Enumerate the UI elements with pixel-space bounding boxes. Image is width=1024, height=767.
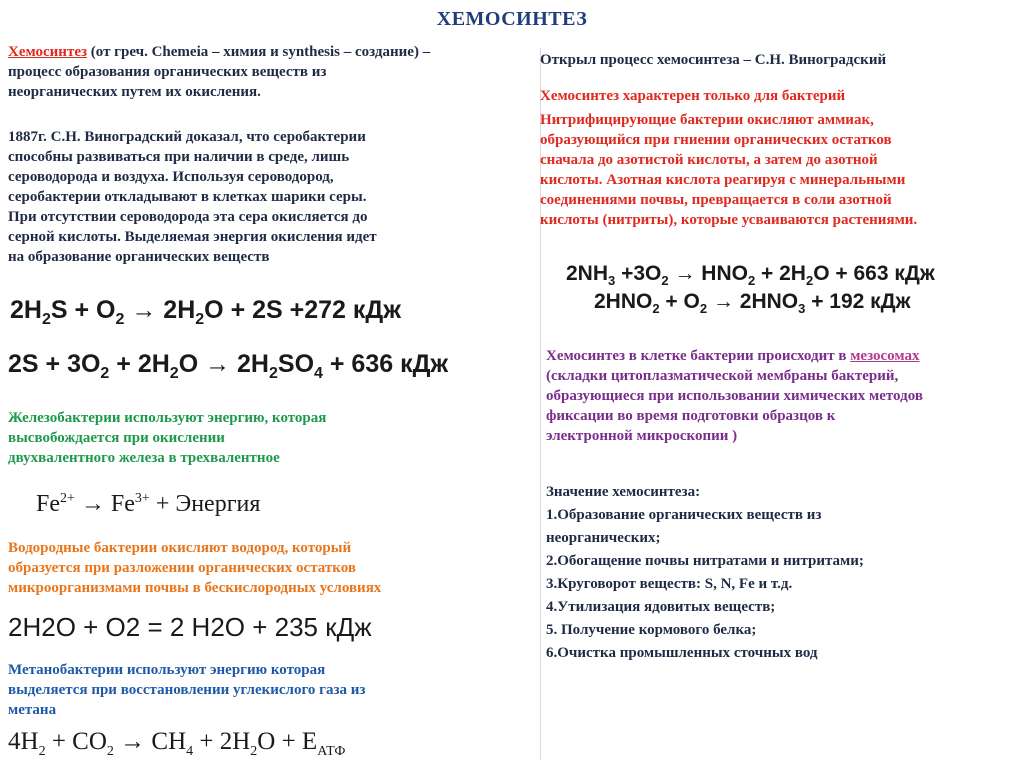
hydrogen-line: образуется при разложении органических остатков — [8, 560, 356, 576]
history-line: 1887г. С.Н. Виноградский доказал, что серобактерии — [8, 129, 366, 145]
history-line: на образование органических веществ — [8, 249, 270, 265]
nitrifying-line: Нитрифицирующие бактерии окисляют аммиак, — [540, 112, 874, 128]
equation-hydrogen-oxidation: 2H2O + O2 = 2 H2O + 235 кДж — [8, 612, 372, 642]
equation-sulfur-oxidation: $2S + 3O_2 + 2H_2O \to 2H_2SO_4 + 636$ кДж — [8, 350, 449, 382]
history-paragraph — [8, 127, 538, 267]
methane-line: Метанобактерии используют энергию которая — [8, 662, 326, 678]
history-line: сероводорода и воздуха. Используя сероводород, — [8, 169, 334, 185]
methane-line: метана — [8, 702, 57, 718]
significance-heading: Значение хемосинтеза: — [546, 484, 701, 500]
iron-line: Железобактерии используют энергию, которая — [8, 410, 327, 426]
hydrogen-line: Водородные бактерии окисляют водород, который — [8, 540, 352, 556]
list-item: неорганических; — [546, 530, 661, 546]
history-line: способны развиваться при наличии в среде, лишь — [8, 149, 350, 165]
discovered-by: Открыл процесс хемосинтеза – С.Н. Виноградский — [540, 52, 887, 68]
term-chemosynthesis: Хемосинтез — [8, 44, 88, 60]
mesosome-paragraph — [546, 346, 1016, 446]
list-item: 2.Обогащение почвы нитратами и нитритами; — [546, 553, 864, 569]
mesosome-line: образующиеся при использовании химических методов — [546, 388, 923, 404]
equation-ammonia-oxidation: $2NH_3 +3O_2 \to HNO_2 + 2H_2O + 663$ кДж — [566, 262, 935, 289]
intro-paragraph — [8, 42, 548, 102]
iron-bacteria-paragraph — [8, 408, 538, 468]
methane-bacteria-paragraph — [8, 660, 538, 720]
iron-line: высвобождается при окислении — [8, 430, 225, 446]
nitrifying-line: кислоты. Азотная кислота реагируя с минеральными — [540, 172, 906, 188]
intro-line-1: (от греч. Chemeia – химия и synthesis – создание) – — [87, 44, 431, 60]
equation-sulfide-oxidation: $2H_2S + O_2 \to 2H_2O + 2S +272$ кДж — [10, 296, 401, 328]
nitrifying-line: сначала до азотистой кислоты, а затем до азотной — [540, 152, 878, 168]
nitrifying-bacteria-paragraph — [540, 110, 1020, 230]
hydrogen-line: микроорганизмами почвы в бескислородных условиях — [8, 580, 382, 596]
significance-list — [546, 481, 1016, 665]
intro-line-3: неорганических путем их окисления. — [8, 84, 261, 100]
history-line: серной кислоты. Выделяемая энергия окисления идет — [8, 229, 377, 245]
equation-nitrite-oxidation: $2HNO_2 + O_2 \to 2HNO_3 + 192$ кДж — [594, 290, 911, 317]
mesosome-line: (складки цитоплазматической мембраны бактерий, — [546, 368, 899, 384]
iron-line: двухвалентного железа в трехвалентное — [8, 450, 280, 466]
hydrogen-bacteria-paragraph — [8, 538, 538, 598]
mesosome-line: электронной микроскопии ) — [546, 428, 738, 444]
list-item: 3.Круговорот веществ: S, N, Fe и т.д. — [546, 576, 793, 592]
history-line: серобактерии откладывают в клетках шарики серы. — [8, 189, 367, 205]
list-item: 5. Получение кормового белка; — [546, 622, 757, 638]
mesosome-link[interactable]: мезосомах — [850, 348, 920, 364]
equation-iron-oxidation: $Fe^{2+} \to Fe^{3+}$ + Энергия — [36, 491, 261, 517]
list-item: 4.Утилизация ядовитых веществ; — [546, 599, 776, 615]
list-item: 6.Очистка промышленных сточных вод — [546, 645, 818, 661]
mesosome-line: фиксации во время подготовки образцов к — [546, 408, 836, 424]
history-line: При отсутствии сероводорода эта сера окисляется до — [8, 209, 368, 225]
nitrifying-line: соединениями почвы, превращается в соли азотной — [540, 192, 892, 208]
mesosome-line: Хемосинтез в клетке бактерии происходит в — [546, 348, 851, 364]
bacteria-only-note: Хемосинтез характерен только для бактерий — [540, 88, 846, 104]
intro-line-2: процесс образования органических веществ из — [8, 64, 327, 80]
equation-methanogenesis: $4H_2 + CO_2 \to CH_4 + 2H_2O + E_{АТФ}$ — [8, 728, 346, 759]
list-item: 1.Образование органических веществ из — [546, 507, 822, 523]
nitrifying-line: образующийся при гниении органических остатков — [540, 132, 892, 148]
nitrifying-line: кислоты (нитриты), которые усваиваются растениями. — [540, 212, 918, 228]
page-title: ХЕМОСИНТЕЗ — [436, 8, 588, 30]
methane-line: выделяется при восстановлении углекислого газа из — [8, 682, 366, 698]
